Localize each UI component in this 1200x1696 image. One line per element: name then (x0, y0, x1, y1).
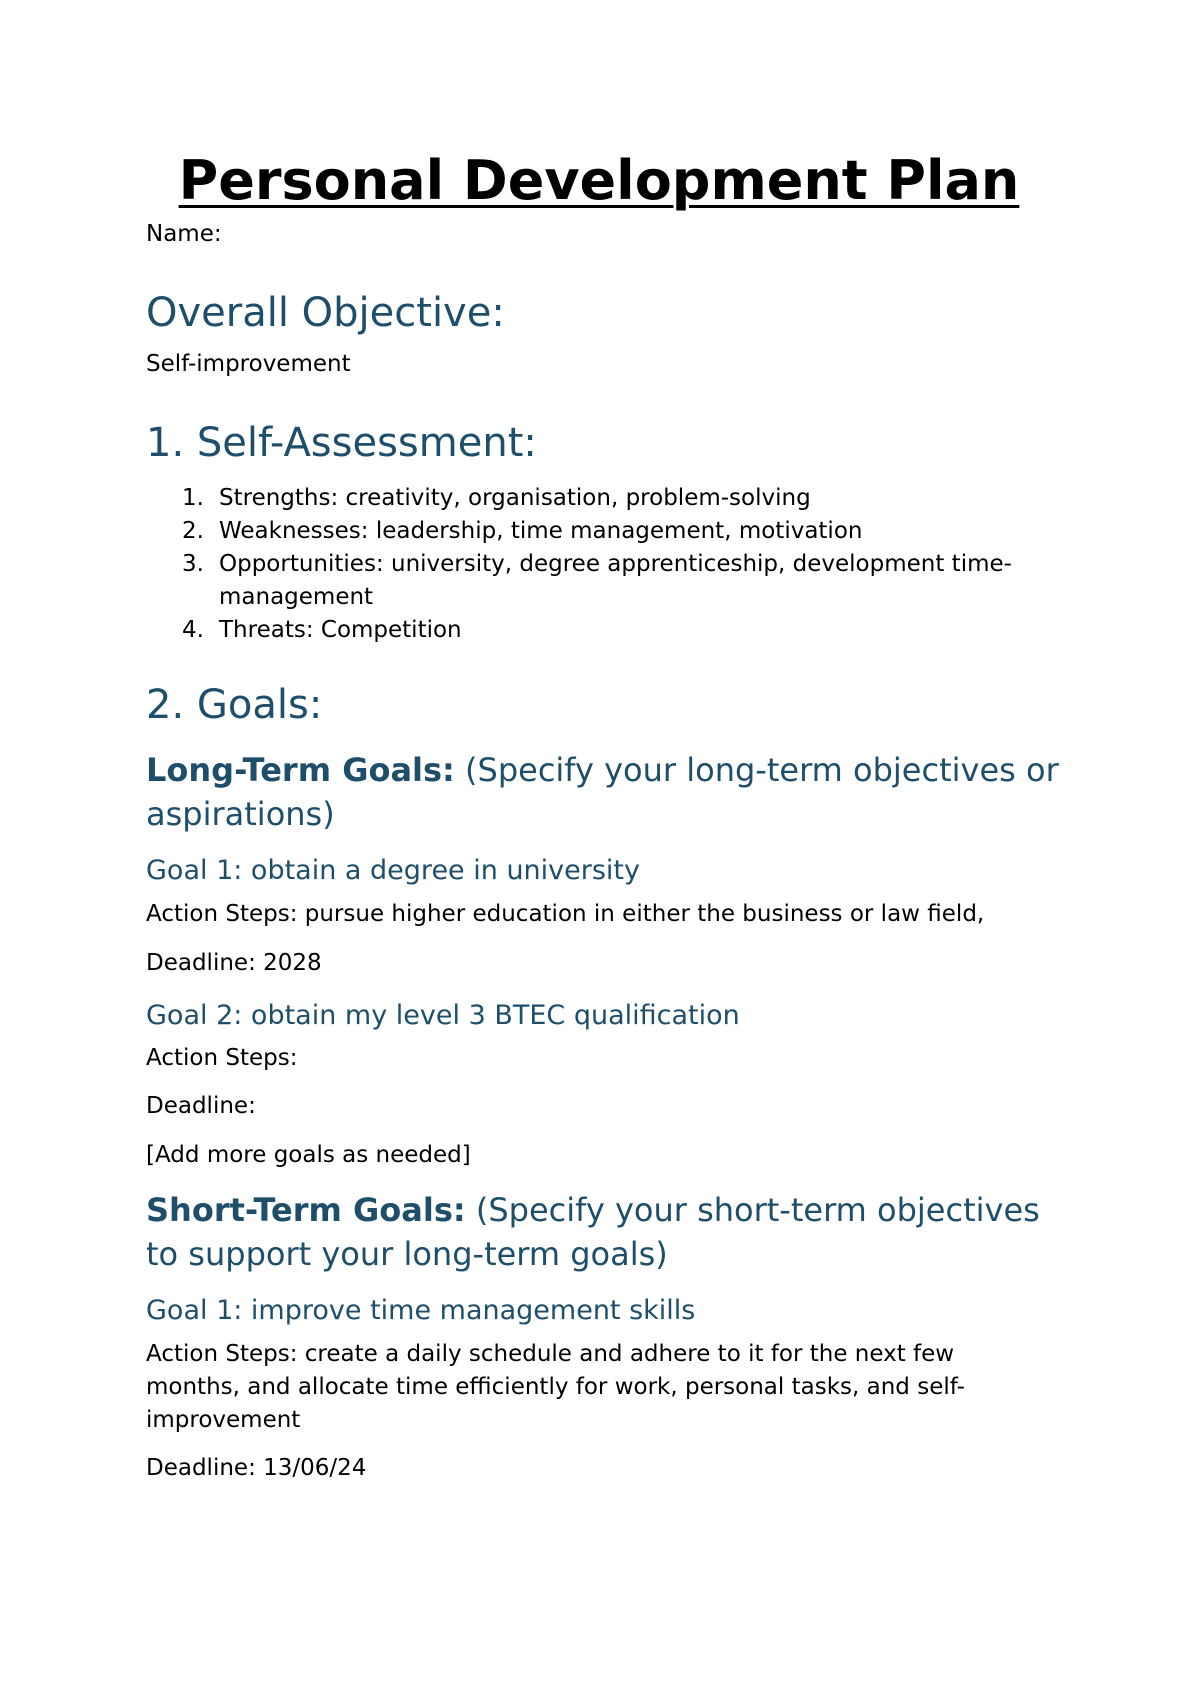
list-item-number: 1. (182, 485, 204, 511)
long-term-goals-description: (Specify your long-term objectives or aspirations) (146, 751, 1059, 833)
list-item-number: 2. (182, 518, 204, 544)
list-item-text: Weaknesses: leadership, time management, motivation (219, 518, 863, 544)
short-term-goal-1-title: Goal 1: improve time management skills (146, 1295, 696, 1326)
long-term-goal-1-title: Goal 1: obtain a degree in university (146, 855, 640, 886)
list-item (146, 614, 1066, 647)
long-term-goal-2-deadline: Deadline: (146, 1093, 256, 1119)
add-more-goals-note: [Add more goals as needed] (146, 1142, 471, 1168)
name-label: Name: (146, 221, 222, 247)
short-term-goal-1-deadline: Deadline: 13/06/24 (146, 1455, 367, 1481)
list-item-text: Strengths: creativity, organisation, problem-solving (219, 485, 811, 511)
long-term-goal-1-deadline: Deadline: 2028 (146, 950, 322, 976)
list-item-text: Threats: Competition (219, 617, 462, 643)
long-term-goal-1-action: Action Steps: pursue higher education in either the business or law field, (146, 901, 985, 927)
list-item-number: 4. (182, 617, 204, 643)
short-term-goals-label: Short-Term Goals: (146, 1191, 466, 1229)
short-term-goals-description: (Specify your short-term objectives to support your long-term goals) (146, 1191, 1040, 1273)
list-item-number: 3. (182, 551, 204, 577)
list-item (146, 515, 1066, 548)
overall-objective-text: Self-improvement (146, 351, 351, 377)
long-term-goals-heading (146, 748, 1066, 836)
self-assessment-heading: 1. Self-Assessment: (146, 420, 537, 466)
long-term-goal-2-action: Action Steps: (146, 1045, 298, 1071)
list-item (146, 548, 1066, 614)
document-title: Personal Development Plan (178, 149, 1020, 212)
list-item-text: Opportunities: university, degree apprenticeship, development time-management (219, 551, 1012, 610)
list-item (146, 482, 1066, 515)
self-assessment-list (146, 482, 1066, 647)
long-term-goals-label: Long-Term Goals: (146, 751, 455, 789)
long-term-goal-2-title: Goal 2: obtain my level 3 BTEC qualification (146, 1000, 740, 1031)
goals-heading: 2. Goals: (146, 682, 323, 728)
short-term-goal-1-action: Action Steps: create a daily schedule and adhere to it for the next few months, and allocate time efficiently for work, personal tasks, and self-improvement (146, 1341, 965, 1433)
overall-objective-heading: Overall Objective: (146, 290, 505, 336)
short-term-goals-heading (146, 1188, 1066, 1276)
